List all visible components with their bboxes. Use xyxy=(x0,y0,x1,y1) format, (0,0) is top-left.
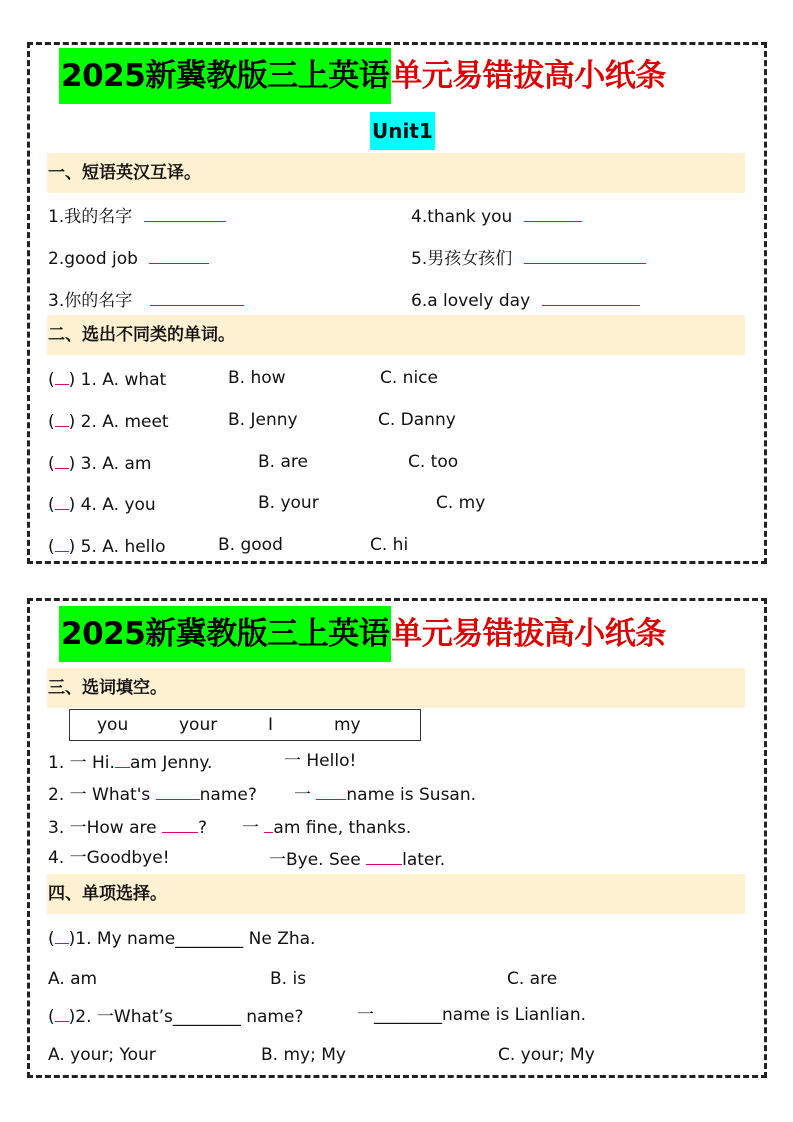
title-red-part: 单元易错拔高小纸条 xyxy=(391,58,666,94)
word-bank-item: I xyxy=(268,715,274,735)
s4-q1-option-b: B. is xyxy=(270,969,307,989)
title-red-part: 单元易错拔高小纸条 xyxy=(391,616,666,652)
answer-blank[interactable] xyxy=(55,491,69,510)
answer-blank[interactable] xyxy=(149,245,209,264)
unit-label: Unit1 xyxy=(370,112,435,150)
answer-blank[interactable] xyxy=(55,366,69,385)
answer-blank[interactable] xyxy=(366,846,402,865)
s3-q3: 3. 一How are ? xyxy=(48,814,207,840)
s2-row-3-c: C. too xyxy=(408,452,459,472)
answer-blank[interactable] xyxy=(144,203,226,222)
s4-q2-option-c: C. your; My xyxy=(498,1045,595,1065)
s3-q4-reply: 一Bye. See later. xyxy=(269,846,445,872)
answer-blank[interactable] xyxy=(316,781,346,800)
title-green-part: 2025新冀教版三上英语 xyxy=(59,48,391,104)
answer-blank[interactable] xyxy=(524,203,582,222)
s4-q1-option-c: C. are xyxy=(507,969,558,989)
s2-row-1-b: B. how xyxy=(228,368,286,388)
s3-q3-reply: 一 am fine, thanks. xyxy=(242,814,411,840)
worksheet-title-2 xyxy=(59,606,666,662)
section3-heading: 三、选词填空。 xyxy=(47,668,745,708)
s2-row-4-c: C. my xyxy=(436,493,486,513)
answer-blank[interactable] xyxy=(55,408,69,427)
answer-blank[interactable] xyxy=(55,450,69,469)
s2-row-2: ( ) 2. A. meet xyxy=(48,408,169,434)
s3-q2-reply: 一 name is Susan. xyxy=(294,781,476,807)
word-bank-item: your xyxy=(179,715,218,735)
s2-row-3: ( ) 3. A. am xyxy=(48,450,151,476)
answer-blank[interactable] xyxy=(156,781,200,800)
section2-heading: 二、选出不同类的单词。 xyxy=(47,315,745,355)
answer-blank[interactable] xyxy=(150,287,244,306)
s4-q2: ( )2. 一What’s________ name? xyxy=(48,1003,303,1029)
s4-q1: ( )1. My name________ Ne Zha. xyxy=(48,925,315,951)
s3-q1-reply: 一 Hello! xyxy=(284,751,357,771)
s1-item-1: 1.我的名字 xyxy=(48,203,226,229)
answer-blank[interactable] xyxy=(55,533,69,552)
answer-blank[interactable] xyxy=(55,1003,69,1022)
word-bank xyxy=(69,709,421,741)
s3-q4: 4. 一Goodbye! xyxy=(48,848,170,868)
s2-row-5-c: C. hi xyxy=(370,535,409,555)
s2-row-4-b: B. your xyxy=(258,493,319,513)
s2-row-2-b: B. Jenny xyxy=(228,410,298,430)
answer-blank[interactable] xyxy=(162,814,198,833)
s1-item-5: 5.男孩女孩们 xyxy=(411,245,646,271)
s1-item-6: 6.a lovely day xyxy=(411,287,640,313)
s1-item-4: 4.thank you xyxy=(411,203,582,229)
word-bank-item: you xyxy=(97,715,129,735)
s2-row-2-c: C. Danny xyxy=(378,410,456,430)
s4-q2-option-b: B. my; My xyxy=(261,1045,346,1065)
title-green-part: 2025新冀教版三上英语 xyxy=(59,606,391,662)
s2-row-5: ( ) 5. A. hello xyxy=(48,533,166,559)
s3-q1: 1. 一 Hi. am Jenny. xyxy=(48,749,212,775)
s1-item-3: 3.你的名字 xyxy=(48,287,244,313)
s2-row-4: ( ) 4. A. you xyxy=(48,491,156,517)
s4-q2-reply: 一________name is Lianlian. xyxy=(357,1005,587,1025)
worksheet-title xyxy=(59,48,666,104)
answer-blank[interactable] xyxy=(542,287,640,306)
answer-blank[interactable] xyxy=(524,245,646,264)
s4-q2-option-a: A. your; Your xyxy=(48,1045,156,1065)
s2-row-3-b: B. are xyxy=(258,452,308,472)
section4-heading: 四、单项选择。 xyxy=(47,874,745,914)
s2-row-5-b: B. good xyxy=(218,535,283,555)
answer-blank[interactable] xyxy=(115,749,130,768)
word-bank-item: my xyxy=(334,715,361,735)
answer-blank[interactable] xyxy=(55,925,69,944)
s1-item-2: 2.good job xyxy=(48,245,209,271)
s2-row-1: ( ) 1. A. what xyxy=(48,366,166,392)
section1-heading: 一、短语英汉互译。 xyxy=(47,153,745,193)
s4-q1-option-a: A. am xyxy=(48,969,98,989)
s2-row-1-c: C. nice xyxy=(380,368,438,388)
s3-q2: 2. 一 What's name? xyxy=(48,781,257,807)
